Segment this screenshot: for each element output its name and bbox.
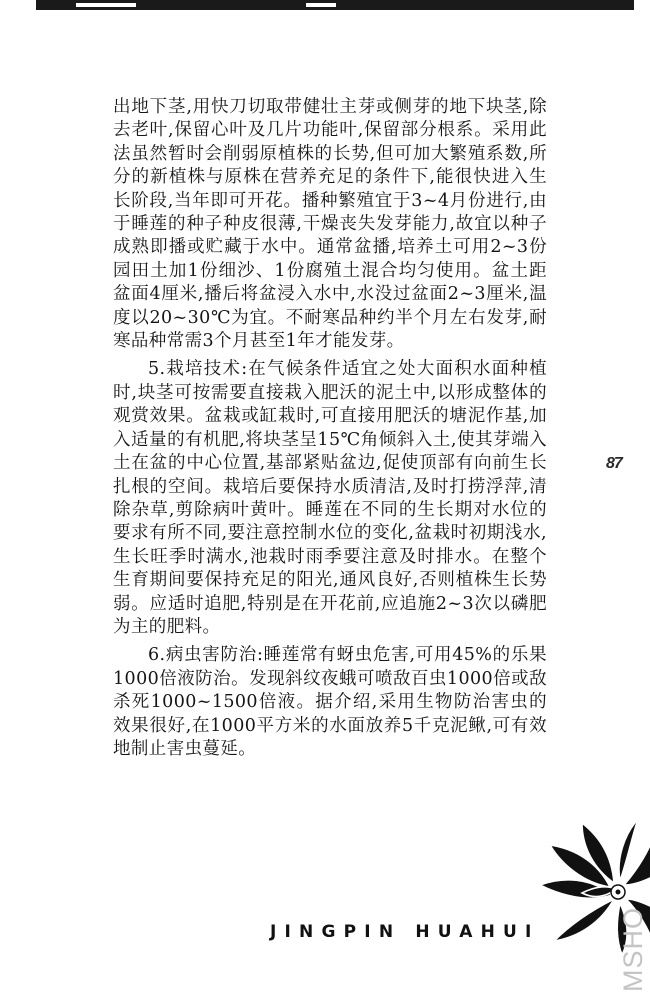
paragraph-1: 出地下茎,用快刀切取带健壮主芽或侧芽的地下块茎,除去老叶,保留心叶及几片功能叶,保留部分根系。采用此法虽然暂时会削弱原植株的长势,但可加大繁殖系数,所分的新植株与原株在营养充足的条件下,能很快进入生长阶段,当年即可开花。播种繁殖宜于3~4月份进行,由于睡莲的种子种皮很薄,干燥丧失发芽能力,故宜以种子成熟即播或贮藏于水中。通常盆播,培养土可用2~3份园田土加1份细沙、1份腐殖土混合均匀使用。盆土距盆面4厘米,播后将盆浸入水中,水没过盆面2~3厘米,温度以20~30℃为宜。不耐寒品种约半个月左右发芽,耐寒品种常需3个月甚至1年才能发芽。 bbox=[113, 97, 547, 352]
running-footer: JINGPIN HUAHUI bbox=[270, 922, 540, 942]
paragraph-3: 6.病虫害防治:睡莲常有蚜虫危害,可用45%的乐果1000倍液防治。发现斜纹夜蛾可喷敌百虫1000倍或敌杀死1000~1500倍液。据介绍,采用生物防治害虫的效果很好,在1000平方米的水面放养5千克泥鳅,可有效地制止害虫蔓延。 bbox=[113, 645, 547, 759]
top-rule bbox=[36, 0, 634, 10]
watermark: MSHO bbox=[618, 907, 648, 992]
top-rule-gap bbox=[76, 3, 136, 7]
page-number: 87 bbox=[606, 455, 622, 472]
page-body bbox=[113, 96, 547, 761]
paragraph-2: 5.栽培技术:在气候条件适宜之处大面积水面种植时,块茎可按需要直接栽入肥沃的泥土中,以形成整体的观赏效果。盆栽或缸栽时,可直接用肥沃的塘泥作基,加入适量的有机肥,将块茎呈15℃角倾斜入土,使其芽端入土在盆的中心位置,基部紧贴盆边,促使顶部有向前生长扎根的空间。栽培后要保持水质清洁,及时打捞浮萍,清除杂草,剪除病叶黄叶。睡莲在不同的生长期对水位的要求有所不同,要注意控制水位的变化,盆栽时初期浅水,生长旺季时满水,池栽时雨季要注意及时排水。在整个生育期间要保持充足的阳光,通风良好,否则植株生长势弱。应适时追肥,特别是在开花前,应追施2~3次以磷肥为主的肥料。 bbox=[113, 359, 547, 637]
top-rule-gap bbox=[306, 3, 336, 7]
